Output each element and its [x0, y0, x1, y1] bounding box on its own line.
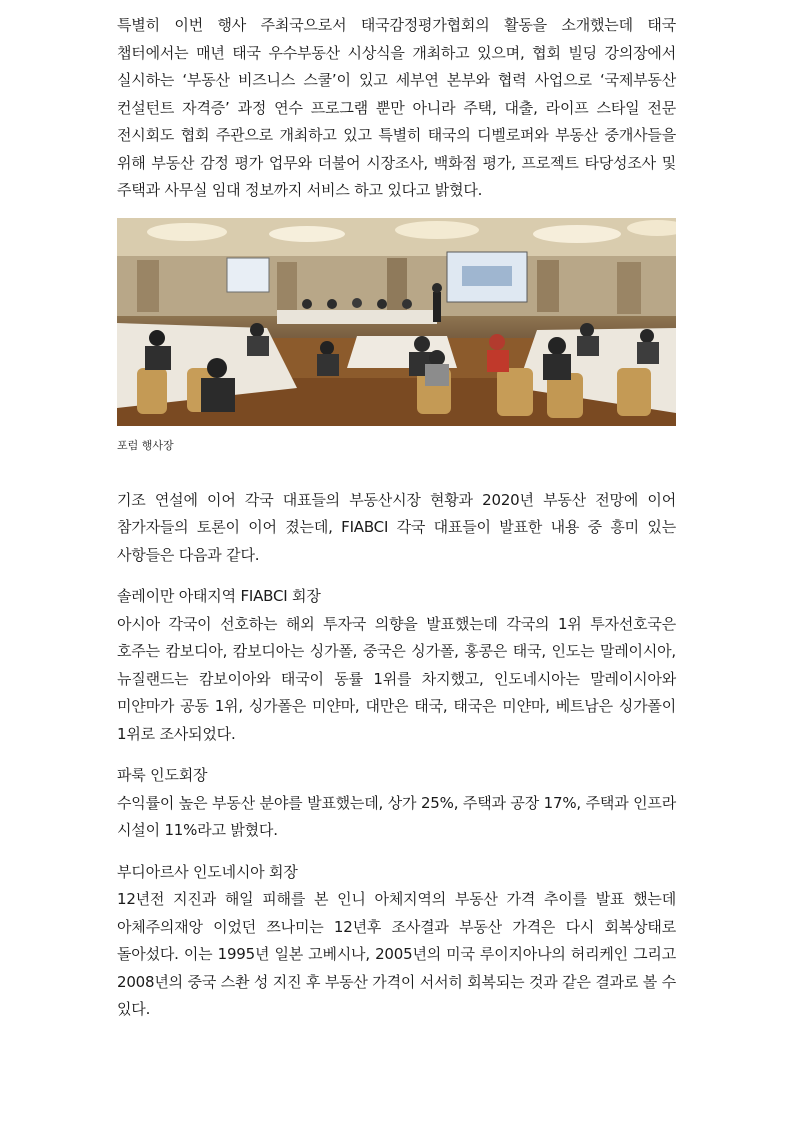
- photo-caption: 포럼 행사장: [117, 438, 174, 452]
- intro-paragraph: 특별히 이번 행사 주최국으로서 태국감정평가협회의 활동을 소개했는데 태국 챕터에서는 매년 태국 우수부동산 시상식을 개최하고 있으며, 협회 빌딩 강의장에서 실시하는 ‘부동산 비즈니스 스쿨’이 있고 세부연 본부와 협력 사업으로 ‘국제부동산 컨설턴트 자격증’ 과정 연수 프로그램 뿐만 아니라 주택, 대출, 라이프 스타일 전문 전시회도 협회 주관으로 개최하고 있고 특별히 태국의 디벨로퍼와 부동산 중개사들을 위해 부동산 감정 평가 업무와 더불어 시장조사, 백화점 평가, 프로젝트 타당성조사 및 주택과 사무실 임대 정보까지 서비스 하고 있다고 밝혔다.: [117, 16, 676, 199]
- forum-venue-photo: [117, 218, 676, 426]
- section-india: [117, 762, 676, 845]
- section-asia-pacific: [117, 583, 676, 748]
- section-heading: 파룩 인도회장: [117, 766, 208, 784]
- section-indonesia: [117, 859, 676, 1024]
- section-heading: 부디아르사 인도네시아 회장: [117, 862, 298, 881]
- keynote-paragraph: 기조 연설에 이어 각국 대표들의 부동산시장 현황과 2020년 부동산 전망에 이어 참가자들의 토론이 이어 졌는데, FIABCI 각국 대표들이 발표한 내용 중 흥미 있는 사항들은 다음과 같다.: [117, 490, 676, 564]
- section-body: 아시아 각국이 선호하는 해외 투자국 의향을 발표했는데 각국의 1위 투자선호국은 호주는 캄보디아, 캄보디아는 싱가폴, 중국은 싱가폴, 홍콩은 태국, 인도는 말레이시아, 뉴질랜드는 캄보이아와 태국이 동률 1위를 차지했고, 인도네시아는 말레이시아와 미얀마가 공동 1위, 싱가폴은 미얀마, 대만은 태국, 태국은 미얀마, 베트남은 싱가폴이 1위로 조사되었다.: [117, 614, 676, 743]
- section-body: 12년전 지진과 해일 피해를 본 인니 아체지역의 부동산 가격 추이를 발표 했는데 아체주의재앙 이었던 쯔나미는 12년후 조사결과 부동산 가격은 다시 회복상태로 돌아섰다. 이는 1995년 일본 고베시나, 2005년의 미국 루이지아나의 허리케인 그리고 2008년의 중국 스촨 성 지진 후 부동산 가격이 서서히 회복되는 것과 같은 결과로 볼 수 있다.: [117, 890, 676, 1018]
- section-body: 수익률이 높은 부동산 분야를 발표했는데, 상가 25%, 주택과 공장 17%, 주택과 인프라 시설이 11%라고 밝혔다.: [117, 793, 676, 839]
- section-heading: 솔레이만 아태지역 FIABCI 회장: [117, 587, 321, 605]
- forum-venue-illustration: [117, 218, 676, 426]
- article: [117, 12, 676, 1024]
